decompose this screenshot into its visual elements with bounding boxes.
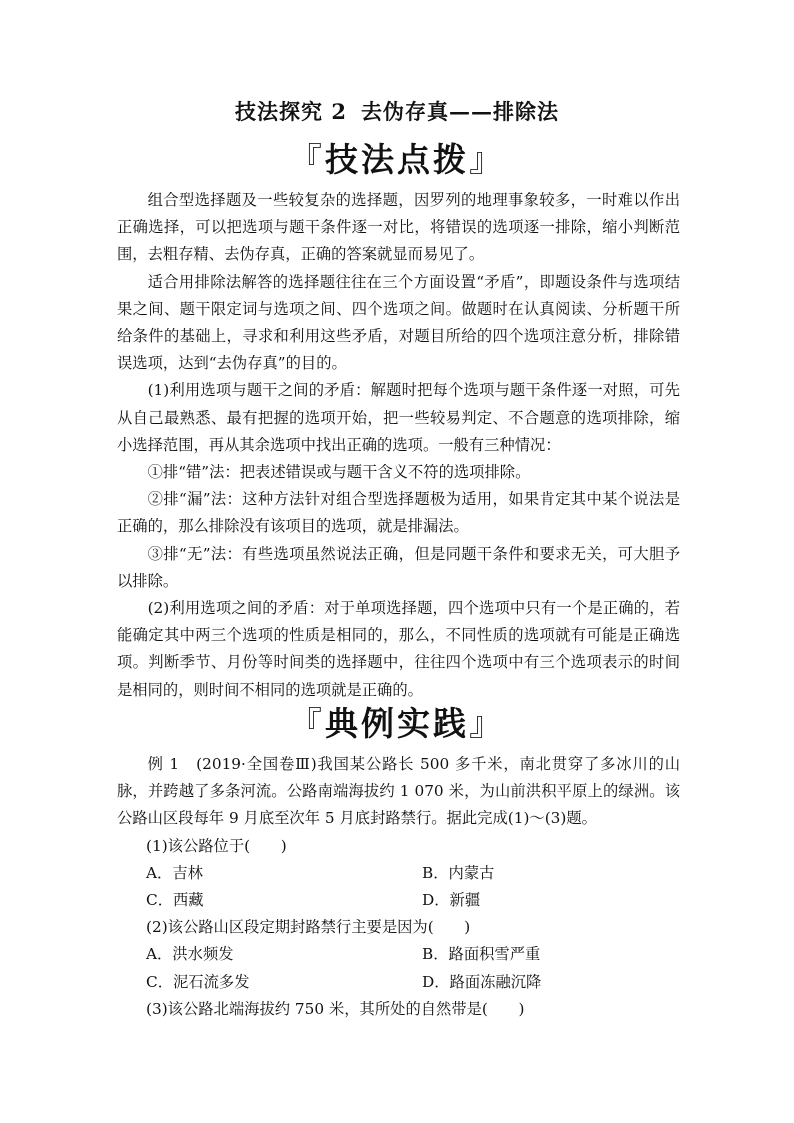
section-banner-practice <box>0 704 794 744</box>
question-1-options-row-1 <box>117 860 680 887</box>
paragraph: (2)利用选项之间的矛盾：对于单项选择题，四个选项中只有一个是正确的，若能确定其中两三个选项的性质是相同的，那么，不同性质的选项就有可能是正确选项。判断季节、月份等时间类的选择题中，往往四个选项中有三个选项表示的时间是相同的，则时间不相同的选项就是正确的。 <box>117 599 680 699</box>
option-d: D．路面冻融沉降 <box>422 972 542 991</box>
option-a: A．洪水频发 <box>146 945 234 964</box>
question-2-options-row-1 <box>117 941 680 968</box>
option-b: B．路面积雪严重 <box>422 945 541 964</box>
page-title <box>0 96 794 126</box>
example-stem: 例 1 (2019·全国卷Ⅲ)我国某公路长 500 多千米，南北贯穿了多冰川的山脉，并跨越了多条河流。公路南端海拔约 1 070 米，为山前洪积平原上的绿洲。该公路山区段每年 9 月底至次年 5 月底封路禁行。据此完成(1)～(3)题。 <box>117 755 680 828</box>
right-bracket: 』 <box>469 704 505 743</box>
option-a: A．吉林 <box>146 863 203 882</box>
option-c: C．泥石流多发 <box>146 972 250 991</box>
paragraph: ②排“漏”法：这种方法针对组合型选择题极为适用，如果肯定其中某个说法是正确的，那么排除没有该项目的选项，就是排漏法。 <box>117 490 680 536</box>
method-explanation <box>117 187 680 704</box>
paragraph: ③排“无”法：有些选项虽然说法正确，但是同题干条件和要求无关，可大胆予以排除。 <box>117 544 680 590</box>
paragraph: 组合型选择题及一些较复杂的选择题，因罗列的地理事象较多，一时难以作出正确选择，可以把选项与题干条件逐一对比，将错误的选项逐一排除，缩小判断范围，去粗存精、去伪存真，正确的答案就显而易见了。 <box>117 191 680 264</box>
title-sub: 去伪存真——排除法 <box>360 99 559 124</box>
banner-tips-text: 技法点拨 <box>325 140 469 179</box>
title-main: 技法探究 2 <box>235 99 347 124</box>
option-d: D．新疆 <box>422 891 481 910</box>
question-2: (2)该公路山区段定期封路禁行主要是因为( ) <box>146 918 471 937</box>
question-2-options-row-2 <box>117 969 680 996</box>
example-block <box>117 751 680 1023</box>
paragraph: (1)利用选项与题干之间的矛盾：解题时把每个选项与题干条件逐一对照，可先从自己最熟悉、最有把握的选项开始，把一些较易判定、不合题意的选项排除，缩小选择范围，再从其余选项中找出正确的选项。一般有三种情况： <box>117 381 680 454</box>
question-1: (1)该公路位于( ) <box>146 836 287 855</box>
paragraph: ①排“错”法：把表述错误或与题干含义不符的选项排除。 <box>147 463 531 482</box>
question-1-options-row-2 <box>117 887 680 914</box>
right-bracket: 』 <box>469 140 505 179</box>
option-b: B．内蒙古 <box>422 863 495 882</box>
option-c: C．西藏 <box>146 891 204 910</box>
banner-practice-text: 典例实践 <box>325 704 469 743</box>
left-bracket: 『 <box>289 704 325 743</box>
paragraph: 适合用排除法解答的选择题往往在三个方面设置“矛盾”，即题设条件与选项结果之间、题干限定词与选项之间、四个选项之间。做题时在认真阅读、分析题干所给条件的基础上，寻求和利用这些矛盾，对题目所给的四个选项注意分析，排除错误选项，达到“去伪存真”的目的。 <box>117 272 680 373</box>
section-banner-tips <box>0 140 794 180</box>
left-bracket: 『 <box>289 140 325 179</box>
question-3: (3)该公路北端海拔约 750 米，其所处的自然带是( ) <box>146 999 525 1018</box>
